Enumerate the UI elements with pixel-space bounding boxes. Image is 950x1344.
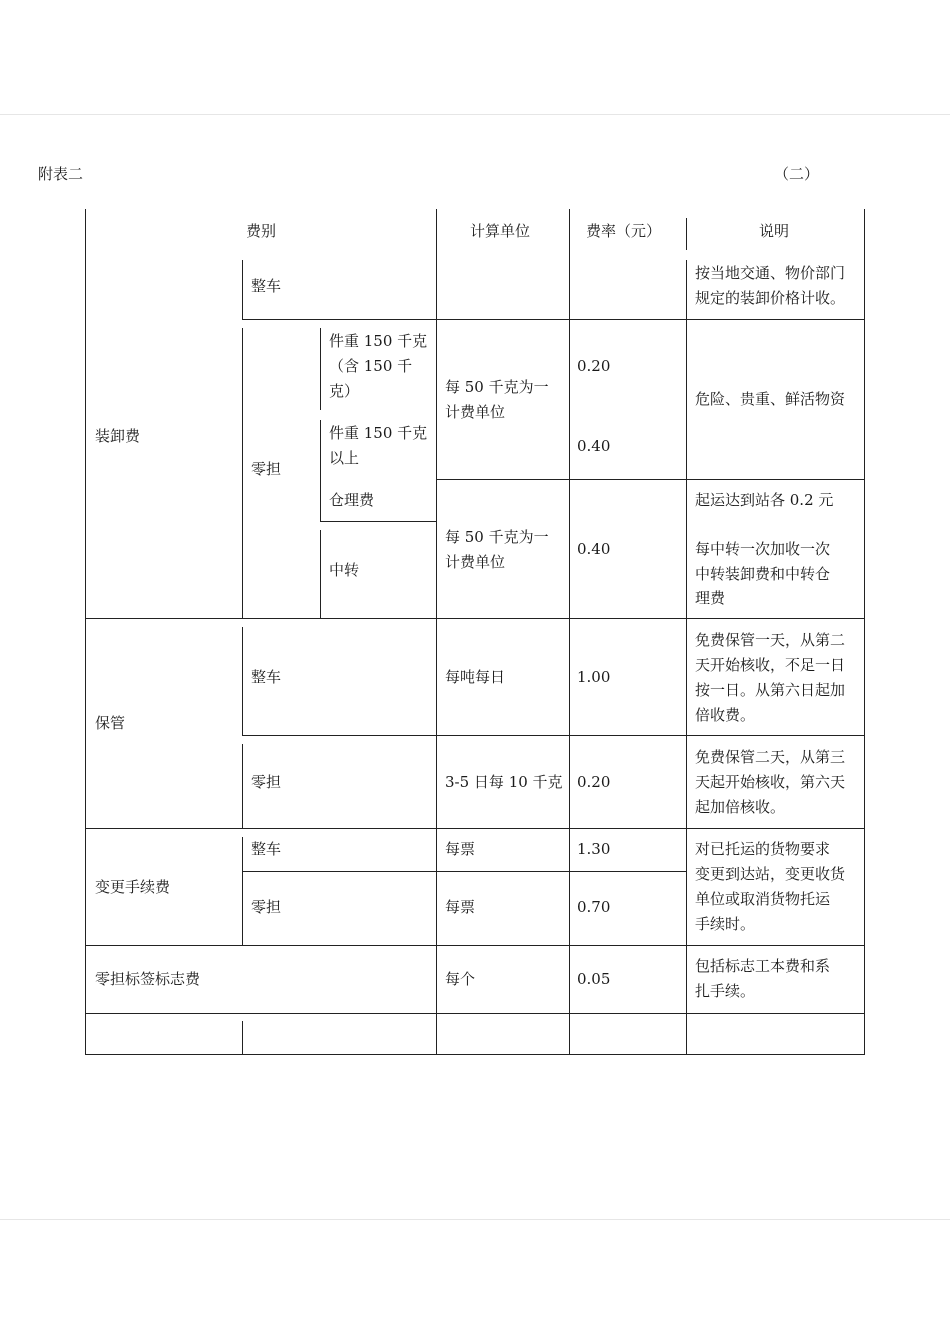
table-rule: [86, 618, 865, 619]
change-note-3: 单位或取消货物托运: [695, 890, 831, 908]
storage-ltl-unit: 3-5 日每 10 千克: [445, 773, 563, 791]
storage-label: 保管: [95, 714, 126, 732]
table-rule: [242, 1021, 243, 1054]
label-fee-note-2: 扎手续。: [695, 982, 756, 1000]
table-rule: [242, 328, 243, 618]
warehouse-fee-note: 起运达到站各 0.2 元: [695, 491, 834, 509]
loading-light-rate: 0.20: [577, 357, 611, 375]
transfer-note-1: 每中转一次加收一次: [695, 540, 831, 558]
loading-light-label-3: 克）: [329, 382, 360, 400]
table-rule: [85, 209, 86, 1055]
storage-ltl-rate: 0.20: [577, 773, 611, 791]
storage-ltl-note-3: 起加倍核收。: [695, 798, 786, 816]
change-full-truck-unit: 每票: [445, 840, 476, 858]
change-ltl-label: 零担: [251, 898, 282, 916]
header-category: 费别: [246, 222, 277, 240]
loading-ltl-label: 零担: [251, 460, 282, 478]
storage-ltl-label: 零担: [251, 773, 282, 791]
label-fee-unit: 每个: [445, 970, 476, 988]
table-rule: [436, 209, 437, 1055]
table-rule: [242, 627, 243, 735]
table-rule: [86, 828, 865, 829]
warehouse-fee-label: 仓理费: [329, 491, 375, 509]
change-note-2: 变更到达站，变更收货: [695, 865, 846, 883]
warehouse-transfer-unit-1: 每 50 千克为一: [445, 528, 549, 546]
table-rule: [686, 218, 687, 250]
page-part-number: （二）: [774, 165, 820, 183]
label-fee-note-1: 包括标志工本费和系: [695, 957, 831, 975]
warehouse-transfer-rate: 0.40: [577, 540, 611, 558]
table-rule: [320, 521, 436, 522]
storage-full-truck-note-2: 天开始核收，不足一日: [695, 656, 846, 674]
change-ltl-unit: 每票: [445, 898, 476, 916]
storage-full-truck-note-1: 免费保管一天，从第二: [695, 631, 846, 649]
loading-heavy-label-2: 以上: [329, 449, 360, 467]
change-note-4: 手续时。: [695, 915, 756, 933]
table-rule: [86, 945, 865, 946]
change-full-truck-label: 整车: [251, 840, 282, 858]
table-rule: [320, 420, 321, 521]
storage-full-truck-unit: 每吨每日: [445, 668, 506, 686]
table-rule: [242, 837, 243, 945]
table-rule: [86, 1013, 865, 1014]
loading-ltl-note: 危险、贵重、鲜活物资: [695, 390, 846, 408]
loading-full-truck-note-2: 规定的装卸价格计收。: [695, 289, 846, 307]
appendix-title: 附表二: [38, 165, 84, 183]
loading-ltl-unit-2: 计费单位: [445, 403, 506, 421]
table-rule: [242, 260, 243, 319]
transfer-note-2: 中转装卸费和中转仓: [695, 565, 831, 583]
table-rule: [86, 1054, 865, 1055]
loading-full-truck-note-1: 按当地交通、物价部门: [695, 264, 846, 282]
change-full-truck-rate: 1.30: [577, 840, 611, 858]
table-rule: [320, 530, 321, 618]
header-rate: 费率（元）: [586, 222, 662, 240]
change-note-1: 对已托运的货物要求: [695, 840, 831, 858]
transfer-note-3: 理费: [695, 589, 726, 607]
table-rule: [242, 319, 865, 320]
table-rule: [242, 744, 243, 828]
table-rule: [569, 209, 570, 1055]
table-rule: [320, 328, 321, 410]
storage-ltl-note-2: 天起开始核收，第六天: [695, 773, 846, 791]
storage-full-truck-note-3: 按一日。从第六日起加: [695, 681, 846, 699]
loading-heavy-rate: 0.40: [577, 437, 611, 455]
transfer-label: 中转: [329, 561, 360, 579]
loading-fee-label: 装卸费: [95, 427, 141, 445]
table-rule: [864, 209, 865, 1055]
warehouse-transfer-unit-2: 计费单位: [445, 553, 506, 571]
label-fee-rate: 0.05: [577, 970, 611, 988]
table-rule: [686, 260, 687, 1055]
header-note: 说明: [759, 222, 790, 240]
loading-ltl-unit-1: 每 50 千克为一: [445, 378, 549, 396]
storage-ltl-note-1: 免费保管二天，从第三: [695, 748, 846, 766]
change-fee-label: 变更手续费: [95, 878, 171, 896]
storage-full-truck-rate: 1.00: [577, 668, 611, 686]
page-top-edge: [0, 114, 950, 115]
label-fee-label: 零担标签标志费: [95, 970, 201, 988]
page-bottom-edge: [0, 1219, 950, 1220]
storage-full-truck-label: 整车: [251, 668, 282, 686]
table-rule: [436, 479, 865, 480]
loading-full-truck-label: 整车: [251, 277, 282, 295]
loading-light-label-2: （含 150 千: [329, 357, 413, 375]
storage-full-truck-note-4: 倍收费。: [695, 706, 756, 724]
table-rule: [242, 735, 865, 736]
table-rule: [242, 871, 686, 872]
change-ltl-rate: 0.70: [577, 898, 611, 916]
loading-light-label-1: 件重 150 千克: [329, 332, 428, 350]
header-unit: 计算单位: [470, 222, 531, 240]
loading-heavy-label-1: 件重 150 千克: [329, 424, 428, 442]
